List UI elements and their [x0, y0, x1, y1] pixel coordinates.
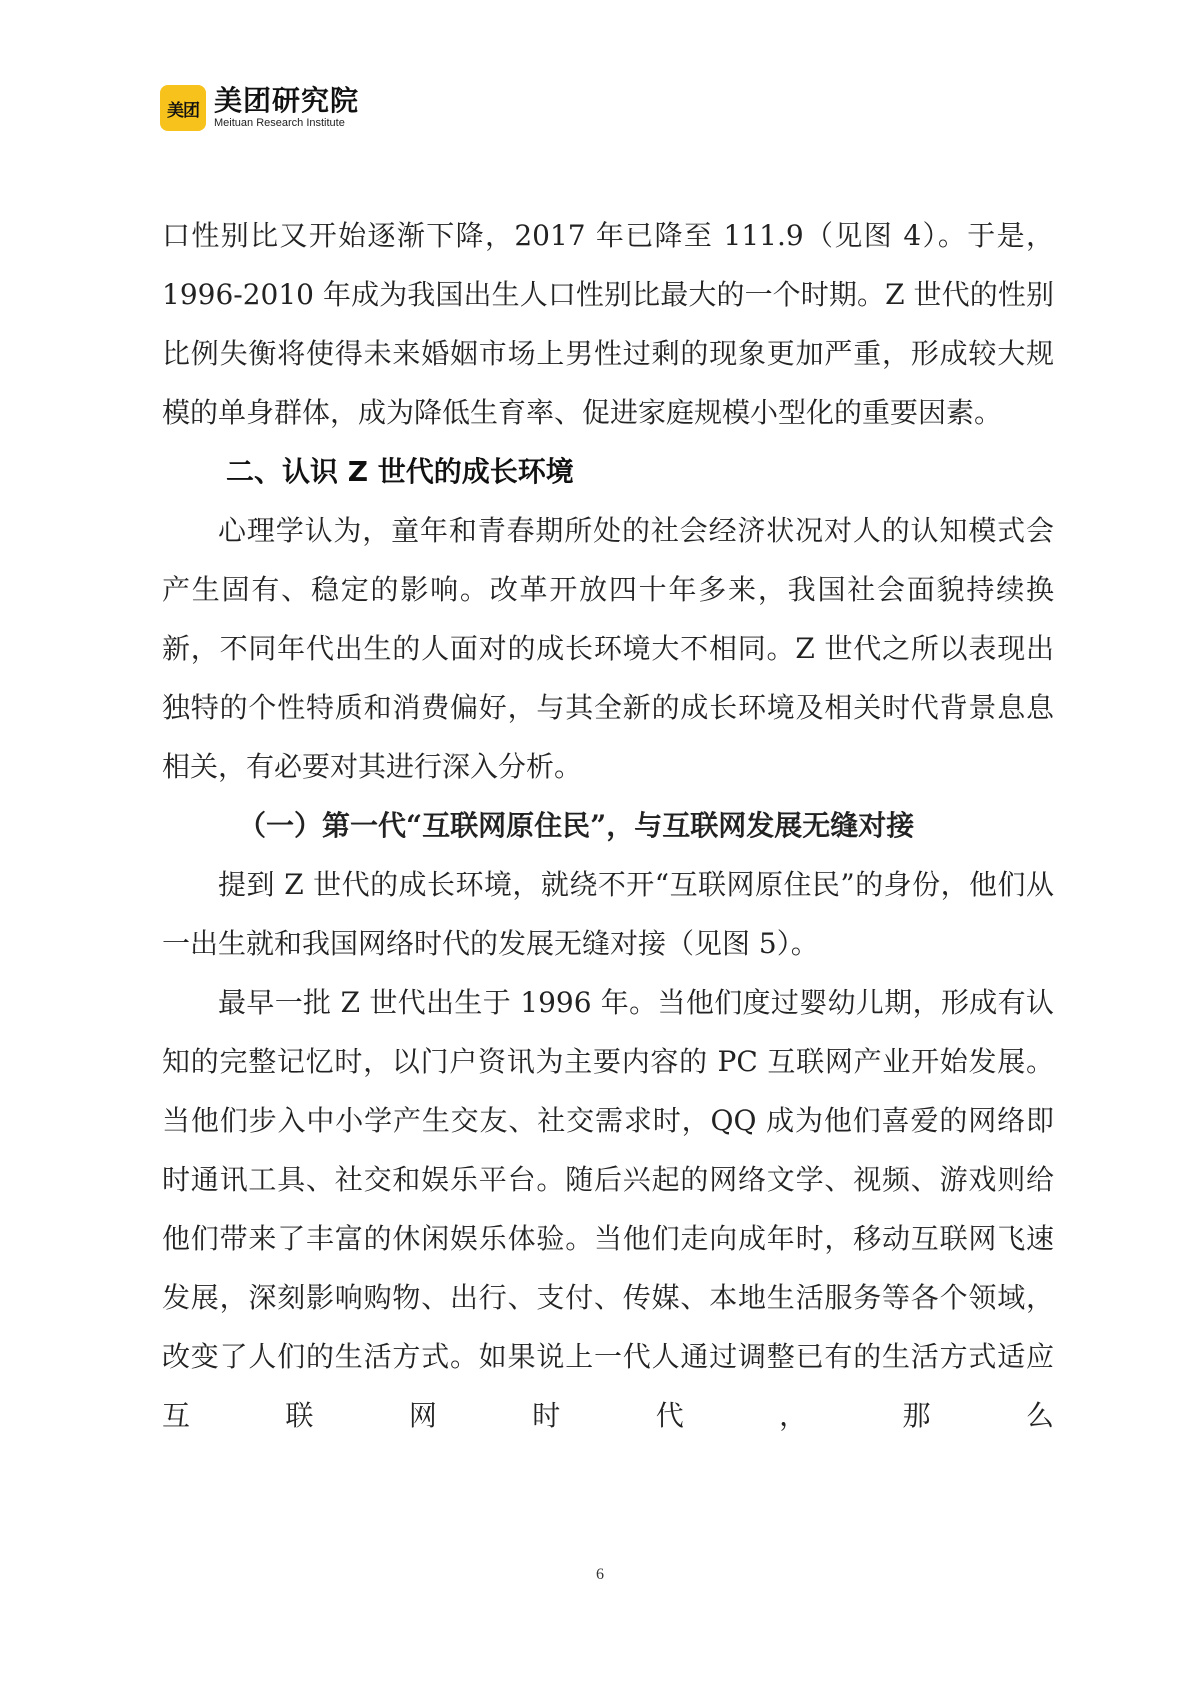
paragraph-sex-ratio: 口性别比又开始逐渐下降，2017 年已降至 111.9（见图 4）。于是，1996-2010 年成为我国出生人口性别比最大的一个时期。Z 世代的性别比例失衡将使得未来婚姻市场上男性过剩的现象更加严重，形成较大规模的单身群体，成为降低生育率、促进家庭规模小型化的重要因素。 [162, 219, 1054, 429]
paragraph-earliest-gen-z: 最早一批 Z 世代出生于 1996 年。当他们度过婴幼儿期，形成有认知的完整记忆时，以门户资讯为主要内容的 PC 互联网产业开始发展。当他们步入中小学产生交友、社交需求时，QQ 成为他们喜爱的网络即时通讯工具、社交和娱乐平台。随后兴起的网络文学、视频、游戏则给他们带来了丰富的休闲娱乐体验。当他们走向成年时，移动互联网飞速发展，深刻影响购物、出行、支付、传媒、本地生活服务等各个领域，改变了人们的生活方式。如果说上一代人通过调整已有的生活方式适应互联网时代，那么 [162, 986, 1054, 1432]
logo-english-name: Meituan Research Institute [214, 117, 345, 129]
logo-chinese-name: 美团研究院 [214, 84, 360, 117]
logo-text [214, 86, 359, 130]
meituan-logo [160, 84, 359, 132]
page-number: 6 [596, 1566, 604, 1583]
logo-badge: 美团 [160, 85, 206, 131]
subsection-heading: （一）第一代“互联网原住民”，与互联网发展无缝对接 [238, 809, 915, 842]
body-text [162, 206, 1054, 1445]
paragraph-growth-environment: 心理学认为，童年和青春期所处的社会经济状况对人的认知模式会产生固有、稳定的影响。改革开放四十年多来，我国社会面貌持续换新，不同年代出生的人面对的成长环境大不相同。Z 世代之所以表现出独特的个性特质和消费偏好，与其全新的成长环境及相关时代背景息息相关，有必要对其进行深入分析。 [162, 514, 1054, 783]
section-heading: 二、认识 Z 世代的成长环境 [226, 455, 574, 488]
paragraph-internet-native: 提到 Z 世代的成长环境，就绕不开“互联网原住民”的身份，他们从一出生就和我国网络时代的发展无缝对接（见图 5）。 [162, 868, 1054, 960]
